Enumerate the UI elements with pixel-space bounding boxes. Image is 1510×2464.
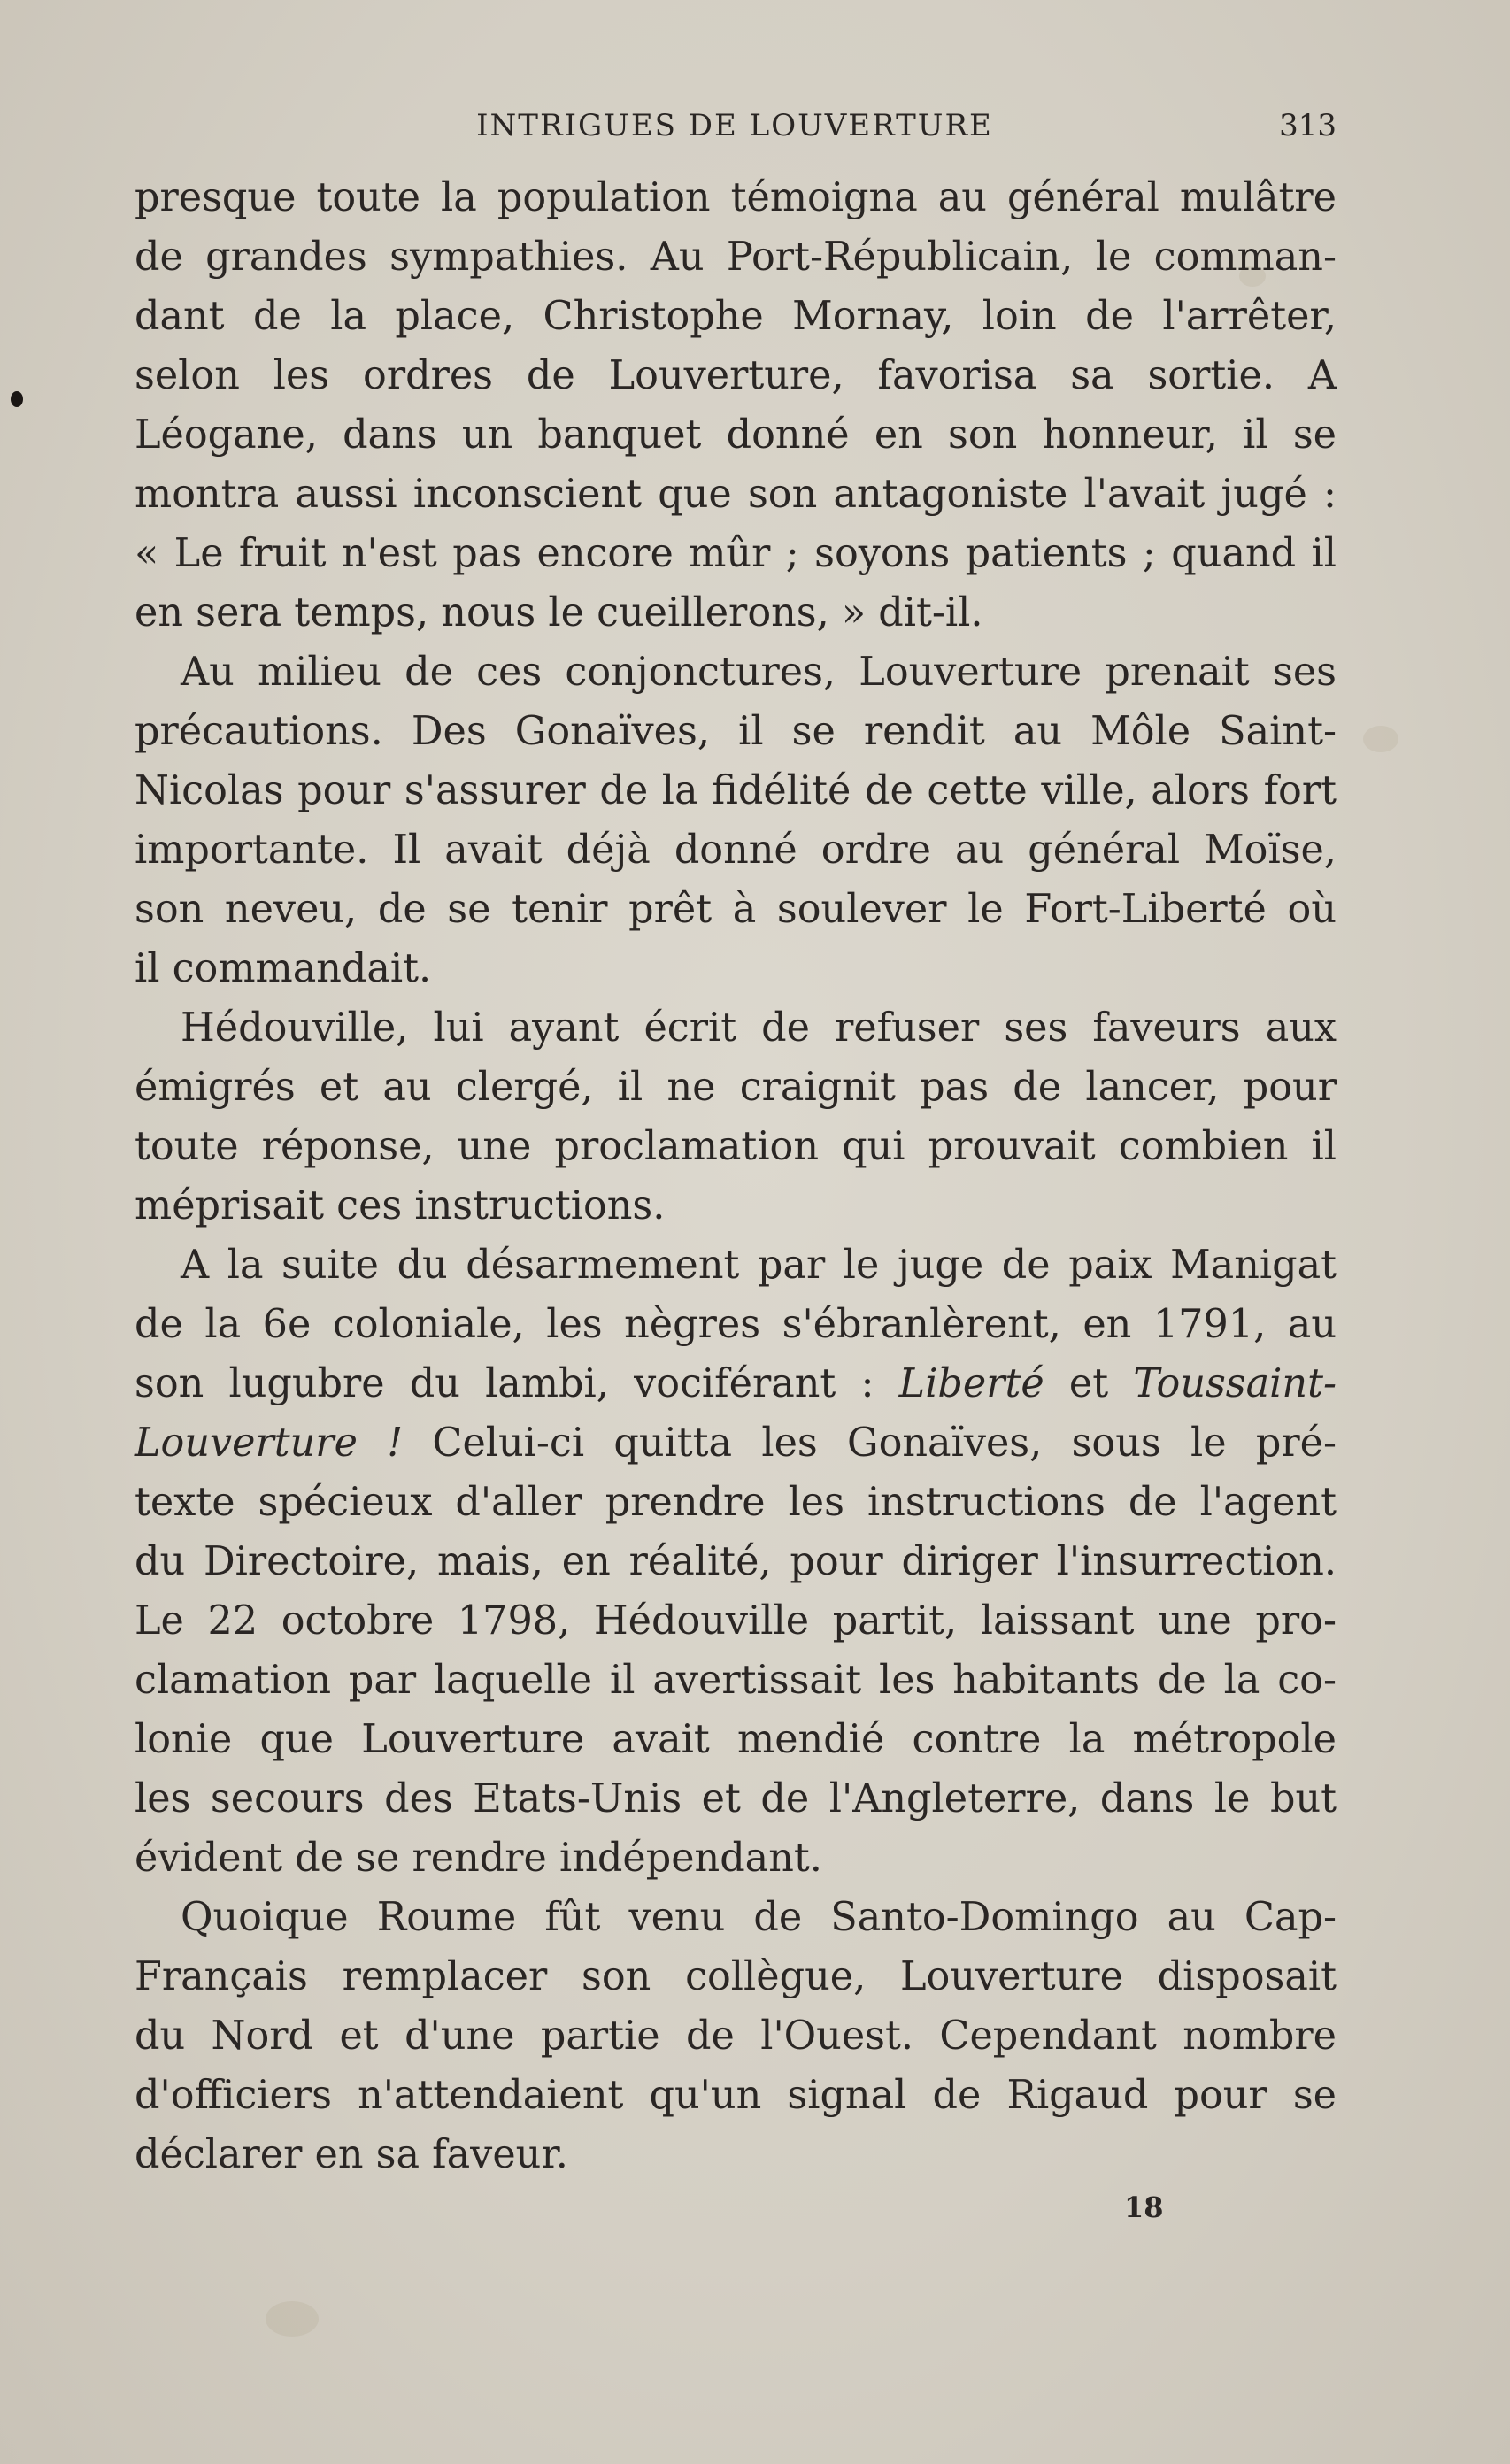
text-line: précautions. Des Gonaïves, il se rendit au Môle Saint-: [135, 709, 1337, 754]
text-line: montra aussi inconscient que son antagoniste l'avait jugé :: [135, 472, 1337, 517]
text-line: Nicolas pour s'assurer de la fidélité de cette ville, alors fort: [135, 768, 1337, 813]
text-line: presque toute la population témoigna au général mulâtre: [135, 175, 1337, 220]
running-head: INTRIGUES DE LOUVERTURE: [476, 108, 993, 143]
text-line: de la 6e coloniale, les nègres s'ébranlèrent, en 1791, au: [135, 1302, 1337, 1347]
text-line: en sera temps, nous le cueillerons, » dit-il.: [135, 590, 983, 635]
page-header: [133, 99, 1337, 152]
text-line: clamation par laquelle il avertissait les habitants de la co-: [135, 1658, 1337, 1703]
text-run: Celui-ci quitta les Gonaïves, sous le pré-: [403, 1421, 1337, 1466]
margin-ink-dot: [11, 391, 23, 407]
text-line: Hédouville, lui ayant écrit de refuser ses faveurs aux: [181, 1005, 1337, 1051]
text-line: méprisait ces instructions.: [135, 1183, 666, 1228]
text-line: toute réponse, une proclamation qui prouvait combien il: [135, 1124, 1337, 1169]
text-line: importante. Il avait déjà donné ordre au général Moïse,: [135, 828, 1337, 873]
body-text: [135, 168, 1337, 2184]
text-line: Léogane, dans un banquet donné en son honneur, il se: [135, 412, 1337, 458]
text-line: dant de la place, Christophe Mornay, loin de l'arrêter,: [135, 294, 1337, 339]
text-line: selon les ordres de Louverture, favorisa sa sortie. A: [135, 353, 1337, 398]
text-line: Le 22 octobre 1798, Hédouville partit, laissant une pro-: [135, 1598, 1337, 1644]
text-line: de grandes sympathies. Au Port-Républicain, le comman-: [135, 235, 1337, 280]
signature-mark: 18: [1124, 2191, 1164, 2224]
text-line: les secours des Etats-Unis et de l'Angleterre, dans le but: [135, 1776, 1337, 1821]
text-line: émigrés et au clergé, il ne craignit pas de lancer, pour: [135, 1065, 1337, 1110]
text-line: [135, 1354, 1337, 1413]
text-line: texte spécieux d'aller prendre les instructions de l'agent: [135, 1480, 1337, 1525]
text-line: du Nord et d'une partie de l'Ouest. Cependant nombre: [135, 2014, 1337, 2059]
text-line: évident de se rendre indépendant.: [135, 1836, 822, 1881]
text-line: Au milieu de ces conjonctures, Louverture prenait ses: [181, 650, 1337, 695]
text-line: déclarer en sa faveur.: [135, 2132, 568, 2177]
text-line: lonie que Louverture avait mendié contre la métropole: [135, 1717, 1337, 1762]
page-number: 313: [1279, 108, 1337, 143]
paper-stain: [1363, 726, 1398, 752]
italic-text: Toussaint-: [1133, 1361, 1337, 1406]
italic-text: Louverture !: [135, 1421, 404, 1466]
text-line: du Directoire, mais, en réalité, pour diriger l'insurrection.: [135, 1539, 1337, 1584]
text-run: et: [1044, 1361, 1134, 1406]
paper-stain: [266, 2301, 319, 2337]
text-line: Quoique Roume fût venu de Santo-Domingo au Cap-: [181, 1895, 1337, 1940]
text-line: A la suite du désarmement par le juge de paix Manigat: [181, 1243, 1337, 1288]
italic-text: Liberté: [898, 1361, 1044, 1406]
text-line: son neveu, de se tenir prêt à soulever le Fort-Liberté où: [135, 887, 1337, 932]
text-line: [135, 1413, 1337, 1473]
text-line: d'officiers n'attendaient qu'un signal de Rigaud pour se: [135, 2073, 1337, 2118]
text-line: Français remplacer son collègue, Louverture disposait: [135, 1954, 1337, 1999]
text-line: « Le fruit n'est pas encore mûr ; soyons patients ; quand il: [135, 531, 1337, 576]
text-run: son lugubre du lambi, vociférant :: [135, 1361, 899, 1406]
text-line: il commandait.: [135, 946, 432, 991]
